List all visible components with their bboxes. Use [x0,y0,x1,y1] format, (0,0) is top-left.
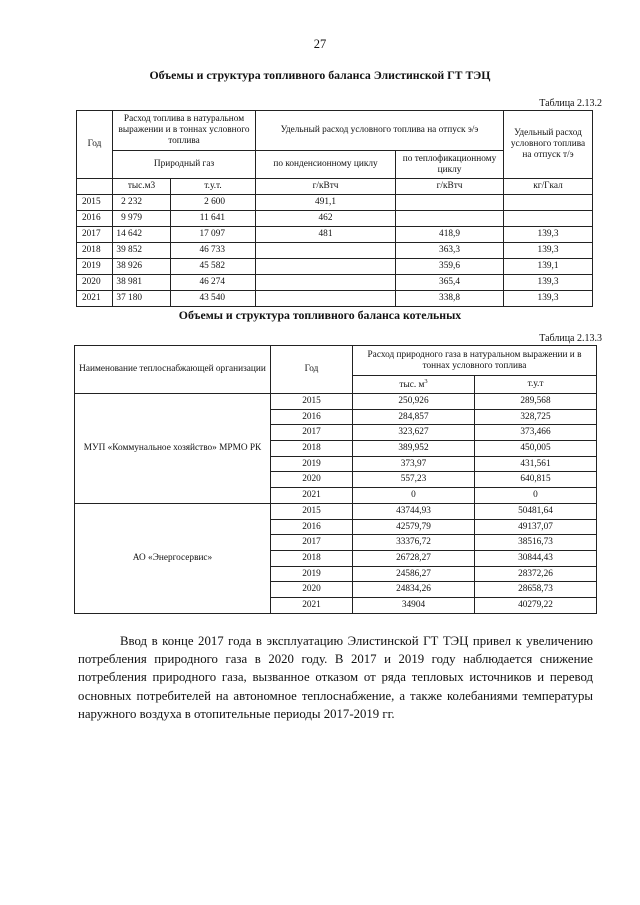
unit-kg-gcal: кг/Гкал [504,179,593,195]
cell-gas-tut: 38516,73 [475,535,597,551]
cell-gas-m3: 14 642 [113,227,171,243]
cell-gas-tut: 2 600 [171,195,256,211]
cell-gas-m3: 24586,27 [353,566,475,582]
cell-year: 2018 [271,441,353,457]
table-row [77,291,593,307]
cell-organization: АО «Энергосервис» [75,503,271,613]
table2-caption: Таблица 2.13.3 [539,333,602,344]
cell-year: 2021 [77,291,113,307]
table1-caption: Таблица 2.13.2 [539,98,602,109]
table-row [77,243,593,259]
cell-year: 2020 [77,275,113,291]
cell-gas-tut: 40279,22 [475,597,597,613]
cell-gas-tut: 17 097 [171,227,256,243]
table-gt-tec-fuel-balance [76,110,593,307]
header-specific-el: Удельный расход условного топлива на отпуск э/э [256,111,504,151]
cell-gas-m3: 39 852 [113,243,171,259]
cell-gas-m3: 250,926 [353,394,475,410]
cell-gas-m3: 373,97 [353,456,475,472]
cell-gas-tut: 49137,07 [475,519,597,535]
cell-gas-m3: 38 981 [113,275,171,291]
cell-gas-tut: 28372,26 [475,566,597,582]
cell-gas-tut: 289,568 [475,394,597,410]
cell-gas-tut: 46 733 [171,243,256,259]
table-row [77,195,593,211]
cell-heating: 359,6 [396,259,504,275]
table-row [75,394,597,410]
header-condensing: по конденсионному циклу [256,151,396,179]
header-year: Год [271,346,353,394]
cell-gas-tut: 46 274 [171,275,256,291]
cell-specific-heat: 139,3 [504,227,593,243]
cell-gas-tut: 28658,73 [475,582,597,598]
cell-gas-m3: 34904 [353,597,475,613]
cell-year: 2019 [271,566,353,582]
cell-gas-m3: 2 232 [113,195,171,211]
cell-year: 2020 [271,582,353,598]
cell-gas-tut: 45 582 [171,259,256,275]
cell-year: 2016 [271,409,353,425]
cell-gas-m3: 43744,93 [353,503,475,519]
cell-condensing: 491,1 [256,195,396,211]
table-row [77,259,593,275]
cell-condensing [256,259,396,275]
header-gas-consumption: Расход природного газа в натуральном выражении и в тоннах условного топлива [353,346,597,376]
cell-heating [396,195,504,211]
header-specific-heat: Удельный расход условного топлива на отпуск т/э [504,111,593,179]
cell-heating: 363,3 [396,243,504,259]
cell-heating: 338,8 [396,291,504,307]
cell-gas-tut: 431,561 [475,456,597,472]
section2-title: Объемы и структура топливного баланса котельных [178,308,462,322]
cell-year: 2016 [77,211,113,227]
cell-specific-heat: 139,3 [504,243,593,259]
unit-tut: т.у.т. [171,179,256,195]
cell-condensing [256,275,396,291]
unit-g-kwh: г/кВтч [256,179,396,195]
cell-gas-tut: 373,466 [475,425,597,441]
cell-condensing [256,243,396,259]
cell-year: 2021 [271,597,353,613]
cell-heating: 365,4 [396,275,504,291]
table-row [75,503,597,519]
cell-gas-tut: 0 [475,488,597,504]
table-row [77,275,593,291]
cell-year: 2015 [271,394,353,410]
header-org: Наименование теплоснабжающей организации [75,346,271,394]
cell-year: 2018 [77,243,113,259]
unit-g-kwh: г/кВтч [396,179,504,195]
cell-specific-heat: 139,1 [504,259,593,275]
cell-year: 2021 [271,488,353,504]
table-row [77,227,593,243]
cell-gas-m3: 33376,72 [353,535,475,551]
paragraph-text: Ввод в конце 2017 года в эксплуатацию Элистинской ГТ ТЭЦ привел к увеличению потребления природного газа в 2020 году. В 2017 и 2019 году наблюдается снижение потребления природного газа, вызванное отказом от ряда тепловых источников и перевод основных потребителей на автономное теплоснабжение, а также колебаниями температуры наружного воздуха в отопительные периоды 2017-2019 гг. [78,634,593,721]
cell-gas-m3: 26728,27 [353,550,475,566]
cell-gas-tut: 450,005 [475,441,597,457]
table-row [77,211,593,227]
cell-year: 2015 [271,503,353,519]
cell-condensing: 462 [256,211,396,227]
cell-gas-tut: 640,815 [475,472,597,488]
cell-gas-m3: 38 926 [113,259,171,275]
table-boiler-fuel-balance [74,345,597,614]
cell-gas-tut: 11 641 [171,211,256,227]
cell-gas-m3: 389,952 [353,441,475,457]
cell-specific-heat [504,195,593,211]
cell-specific-heat [504,211,593,227]
cell-heating: 418,9 [396,227,504,243]
page-number: 27 [313,37,327,51]
cell-organization: МУП «Коммунальное хозяйство» МРМО РК [75,394,271,504]
cell-year: 2020 [271,472,353,488]
cell-gas-tut: 43 540 [171,291,256,307]
unit-thous-m3: тыс. $м^3$ [353,376,475,394]
cell-gas-m3: 24834,26 [353,582,475,598]
cell-gas-m3: 284,857 [353,409,475,425]
body-paragraph [78,632,593,723]
cell-gas-m3: 9 979 [113,211,171,227]
cell-condensing: 481 [256,227,396,243]
cell-specific-heat: 139,3 [504,291,593,307]
cell-year: 2019 [271,456,353,472]
unit-tut: т.у.т [475,376,597,394]
section1-title: Объемы и структура топливного баланса Элистинской ГТ ТЭЦ [149,68,491,82]
header-fuel-natural: Расход топлива в натуральном выражении и в тоннах условного топлива [113,111,256,151]
cell-year: 2018 [271,550,353,566]
cell-gas-m3: 42579,79 [353,519,475,535]
cell-year: 2017 [271,535,353,551]
unit-thous-m3: тыс.м3 [113,179,171,195]
cell-gas-tut: 50481,64 [475,503,597,519]
header-gas: Природный газ [113,151,256,179]
cell-heating [396,211,504,227]
cell-gas-m3: 0 [353,488,475,504]
cell-year: 2017 [271,425,353,441]
cell-gas-m3: 37 180 [113,291,171,307]
cell-year: 2017 [77,227,113,243]
cell-gas-tut: 30844,43 [475,550,597,566]
cell-year: 2016 [271,519,353,535]
header-heating: по теплофикационному циклу [396,151,504,179]
cell-condensing [256,291,396,307]
cell-gas-tut: 328,725 [475,409,597,425]
cell-specific-heat: 139,3 [504,275,593,291]
cell-year: 2019 [77,259,113,275]
cell-gas-m3: 557,23 [353,472,475,488]
cell-year: 2015 [77,195,113,211]
header-year: Год [77,111,113,179]
cell-gas-m3: 323,627 [353,425,475,441]
